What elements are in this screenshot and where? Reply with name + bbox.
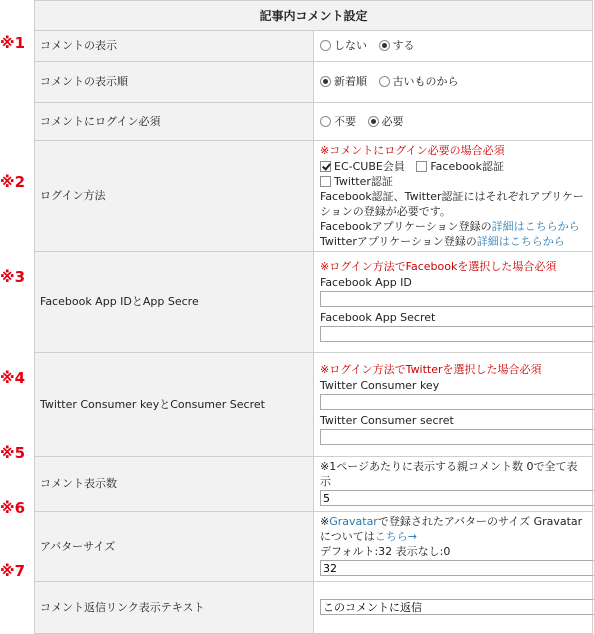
radio-selected-icon[interactable]: [379, 40, 390, 51]
label-login-required: コメントにログイン必須: [35, 103, 314, 141]
required-note: ※ログイン方法でFacebookを選択した場合必須: [320, 260, 557, 273]
gravatar-link[interactable]: Gravatar: [329, 515, 378, 528]
row-login-required: [35, 103, 593, 141]
radio-icon[interactable]: [320, 116, 331, 127]
table-title: 記事内コメント設定: [35, 1, 593, 31]
checkbox-facebook-auth[interactable]: Facebook認証: [416, 160, 504, 173]
facebook-app-id-input[interactable]: [320, 291, 594, 307]
twitter-registration-line: Twitterアプリケーション登録の詳細はこちらから: [320, 235, 565, 248]
avatar-default-text: デフォルト:32 表示なし:0: [320, 545, 451, 558]
radio-selected-icon[interactable]: [368, 116, 379, 127]
label-login-method: ログイン方法: [35, 141, 314, 252]
facebook-details-link[interactable]: 詳細はこちらから: [491, 220, 580, 233]
marker-6: ※6: [0, 499, 26, 517]
twitter-consumer-key-input[interactable]: [320, 394, 594, 410]
checkbox-checked-icon[interactable]: [320, 161, 331, 172]
login-method-info: Facebook認証、Twitter認証にはそれぞれアプリケーションの登録が必要です。: [320, 190, 584, 218]
twitter-details-link[interactable]: 詳細はこちらから: [476, 235, 565, 248]
label-reply-link-text: コメント返信リンク表示テキスト: [35, 582, 314, 634]
facebook-registration-line: Facebookアプリケーション登録の詳細はこちらから: [320, 220, 580, 233]
label-twitter-consumer: Twitter Consumer keyとConsumer Secret: [35, 353, 314, 457]
radio-display-on[interactable]: する: [379, 39, 415, 52]
row-comment-order: [35, 62, 593, 103]
radio-icon[interactable]: [320, 40, 331, 51]
twitter-consumer-secret-label: Twitter Consumer secret: [320, 413, 454, 427]
facebook-app-id-label: Facebook App ID: [320, 276, 412, 289]
checkbox-icon[interactable]: [320, 176, 331, 187]
row-comment-display: [35, 31, 593, 62]
marker-7: ※7: [0, 562, 26, 580]
label-comment-display: コメントの表示: [35, 31, 314, 62]
radio-icon[interactable]: [379, 76, 390, 87]
marker-2: ※2: [0, 173, 26, 191]
reply-link-text-input[interactable]: [320, 599, 594, 615]
radio-order-oldest[interactable]: 古いものから: [379, 75, 459, 88]
label-facebook-app: Facebook App IDとApp Secre: [35, 252, 314, 353]
avatar-note: ※Gravatarで登録されたアバターのサイズ Gravatarについてはこちら→: [320, 515, 583, 543]
row-reply-link-text: [35, 582, 593, 634]
avatar-size-input[interactable]: [320, 560, 594, 576]
label-comment-order: コメントの表示順: [35, 62, 314, 103]
checkbox-icon[interactable]: [416, 161, 427, 172]
comment-count-input[interactable]: [320, 490, 594, 506]
marker-4: ※4: [0, 369, 26, 387]
gravatar-info-link[interactable]: こちら→: [374, 530, 417, 543]
radio-login-required[interactable]: 必要: [368, 115, 404, 128]
row-comment-count: [35, 457, 593, 512]
row-login-method: [35, 141, 593, 252]
settings-panel: [34, 0, 593, 634]
radio-login-not-required[interactable]: 不要: [320, 115, 360, 128]
radio-display-off[interactable]: しない: [320, 39, 371, 52]
radio-selected-icon[interactable]: [320, 76, 331, 87]
marker-1: ※1: [0, 34, 26, 52]
comment-settings-table: [34, 0, 593, 634]
twitter-consumer-key-label: Twitter Consumer key: [320, 378, 440, 392]
radio-order-newest[interactable]: 新着順: [320, 75, 371, 88]
checkbox-twitter-auth[interactable]: Twitter認証: [320, 175, 393, 188]
label-comment-count: コメント表示数: [35, 457, 314, 512]
row-twitter-consumer: [35, 353, 593, 457]
checkbox-eccube-member[interactable]: EC-CUBE会員: [320, 160, 408, 173]
label-avatar-size: アバターサイズ: [35, 512, 314, 582]
row-facebook-app: [35, 252, 593, 353]
marker-5: ※5: [0, 444, 26, 462]
facebook-app-secret-label: Facebook App Secret: [320, 311, 436, 324]
required-note: ※ログイン方法でTwitterを選択した場合必須: [320, 362, 542, 376]
comment-count-note: ※1ページあたりに表示する親コメント数 0で全て表示: [320, 460, 578, 488]
twitter-consumer-secret-input[interactable]: [320, 429, 594, 445]
marker-3: ※3: [0, 268, 26, 286]
row-avatar-size: [35, 512, 593, 582]
facebook-app-secret-input[interactable]: [320, 326, 594, 342]
required-note: ※コメントにログイン必要の場合必須: [320, 144, 505, 157]
